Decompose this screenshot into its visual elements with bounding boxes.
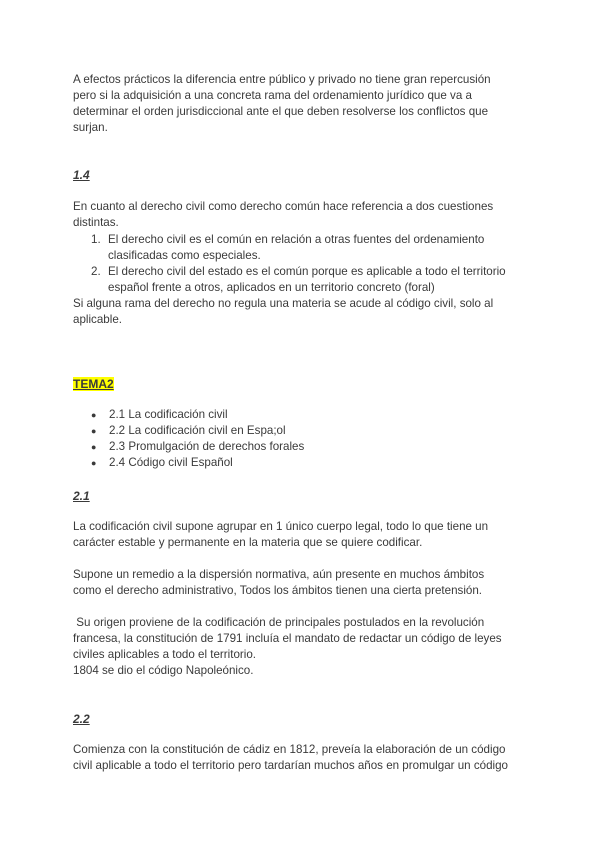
bullet-text: 2.3 Promulgación de derechos forales [109, 440, 305, 453]
bullet-text: 2.4 Código civil Español [109, 456, 233, 469]
text-line: El derecho civil del estado es el común porque es aplicable a todo el territorio [108, 265, 506, 278]
bullet-item [91, 423, 286, 439]
text-line: La codificación civil supone agrupar en 1 único cuerpo legal, todo lo que tiene un [73, 520, 489, 533]
text-line: surjan. [73, 121, 108, 134]
section-2-1-paragraph [73, 519, 523, 551]
text-line: determinar el orden jurisdiccional ante el que deben resolverse los conflictos que [73, 105, 489, 118]
text-line: A efectos prácticos la diferencia entre público y privado no tiene gran repercusión [73, 73, 491, 86]
text-line: Comienza con la constitución de cádiz en 1812, preveía la elaboración de un código [73, 743, 506, 756]
item-number: 1. [91, 233, 101, 246]
numbered-item [91, 264, 531, 296]
text-line: francesa, la constitución de 1791 incluía el mandato de redactar un código de leyes [73, 632, 502, 645]
item-number: 2. [91, 265, 101, 278]
text-line: español frente a otros, aplicados en un territorio concreto (foral) [108, 281, 435, 294]
text-line: El derecho civil es el común en relación a otras fuentes del ordenamiento [108, 233, 485, 246]
bullet-item [91, 439, 304, 455]
text-line: clasificadas como especiales. [108, 249, 261, 262]
text-line: Si alguna rama del derecho no regula una materia se acude al código civil, solo al [73, 297, 494, 310]
text-line: Supone un remedio a la dispersión normativa, aún presente en muchos ámbitos [73, 568, 485, 581]
text-line: pero si la adquisición a una concreta rama del ordenamiento jurídico que va a [73, 89, 472, 102]
section-2-1-paragraph [73, 615, 523, 679]
section-2-2-paragraph [73, 742, 523, 774]
text-line: como el derecho administrativo, Todos los ámbitos tienen una cierta pretensión. [73, 584, 483, 597]
bullet-icon: ● [91, 426, 97, 436]
heading-1-4: 1.4 [73, 168, 90, 182]
heading-2-1: 2.1 [73, 489, 90, 503]
text-line: En cuanto al derecho civil como derecho común hace referencia a dos cuestiones [73, 200, 494, 213]
numbered-item [91, 232, 531, 264]
bullet-icon: ● [91, 442, 97, 452]
bullet-icon: ● [91, 458, 97, 468]
highlighted-heading-text: TEMA2 [73, 377, 114, 391]
text-line: civiles aplicables a todo el territorio. [73, 648, 257, 661]
heading-tema2 [73, 377, 114, 391]
section-2-1-paragraph [73, 567, 523, 599]
intro-paragraph [73, 72, 523, 136]
bullet-icon: ● [91, 410, 97, 420]
bullet-item [91, 407, 228, 423]
text-line: civil aplicable a todo el territorio pero tardarían muchos años en promulgar un código [73, 759, 509, 772]
bullet-text: 2.1 La codificación civil [109, 408, 228, 421]
section-1-4-closing [73, 296, 523, 328]
section-1-4-intro [73, 199, 523, 231]
text-line: carácter estable y permanente en la materia que se quiere codificar. [73, 536, 423, 549]
text-line: 1804 se dio el código Napoleónico. [73, 664, 254, 677]
text-line: Su origen proviene de la codificación de principales postulados en la revolución [73, 616, 485, 629]
bullet-item [91, 455, 233, 471]
bullet-text: 2.2 La codificación civil en Espa;ol [109, 424, 286, 437]
text-line: distintas. [73, 216, 119, 229]
heading-2-2: 2.2 [73, 712, 90, 726]
text-line: aplicable. [73, 313, 122, 326]
